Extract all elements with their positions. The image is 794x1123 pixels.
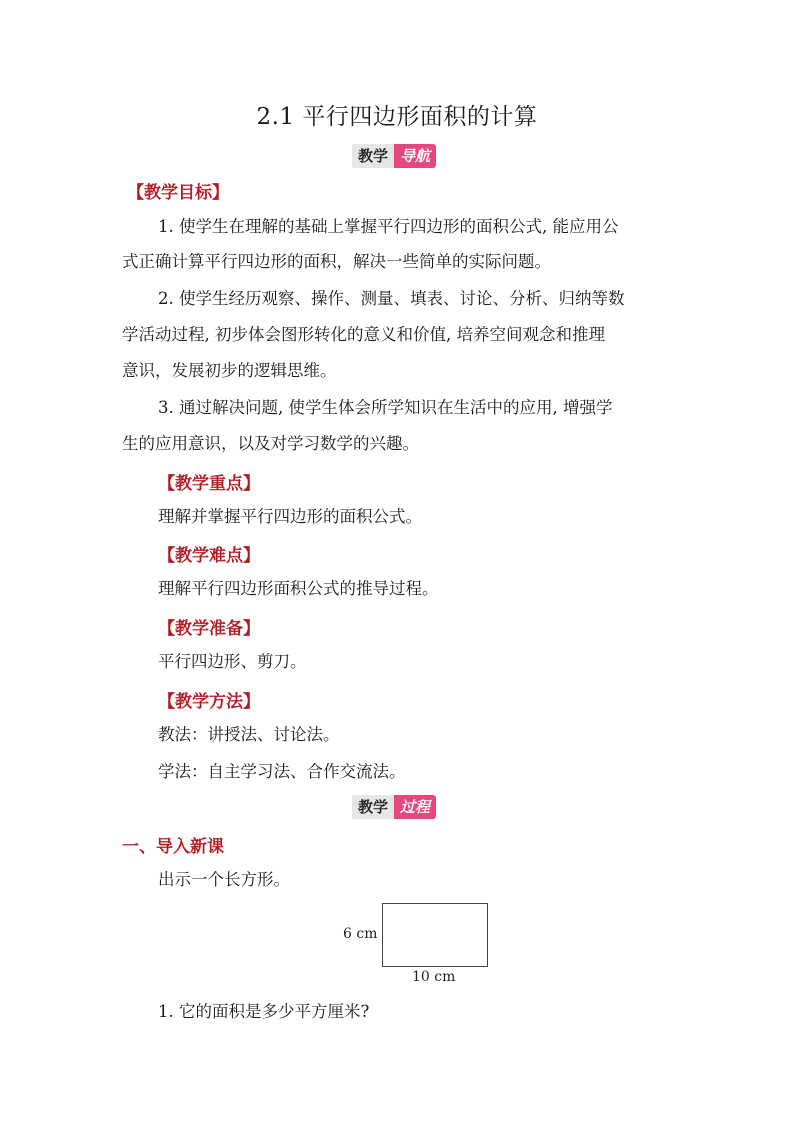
objective-3-line-1: 3. 通过解决问题, 使学生体会所学知识在生活中的应用, 增强学 — [158, 398, 613, 417]
badge-left: 教学 — [352, 144, 394, 168]
objective-1-line-2: 式正确计算平行四边形的面积，解决一些简单的实际问题。 — [122, 252, 551, 271]
question-1: 1. 它的面积是多少平方厘米? — [158, 1002, 370, 1021]
section-badge-process — [352, 795, 436, 819]
difficulties-text: 理解平行四边形面积公式的推导过程。 — [158, 579, 439, 598]
methods-learning: 学法：自主学习法、合作交流法。 — [158, 762, 406, 781]
difficulties-heading: 【教学难点】 — [158, 546, 260, 566]
section-1-intro: 出示一个长方形。 — [158, 870, 290, 889]
preparation-text: 平行四边形、剪刀。 — [158, 652, 307, 671]
methods-teaching: 教法：讲授法、讨论法。 — [158, 725, 340, 744]
objective-2-line-2: 学活动过程, 初步体会图形转化的意义和价值, 培养空间观念和推理 — [122, 325, 605, 344]
objective-3-line-2: 生的应用意识，以及对学习数学的兴趣。 — [122, 434, 419, 453]
badge-right: 导航 — [394, 144, 436, 168]
page-title: 2.1 平行四边形面积的计算 — [256, 104, 538, 130]
key-points-heading: 【教学重点】 — [158, 474, 260, 494]
objective-2-line-3: 意识，发展初步的逻辑思维。 — [122, 361, 337, 380]
section-1-heading: 一、导入新课 — [122, 837, 224, 857]
badge-right: 过程 — [394, 795, 436, 819]
rectangle-height-label: 6 cm — [343, 926, 378, 942]
methods-heading: 【教学方法】 — [158, 692, 260, 712]
rectangle-figure — [382, 903, 488, 967]
key-points-text: 理解并掌握平行四边形的面积公式。 — [158, 507, 422, 526]
objective-2-line-1: 2. 使学生经历观察、操作、测量、填表、讨论、分析、归纳等数 — [158, 289, 625, 308]
badge-left: 教学 — [352, 795, 394, 819]
preparation-heading: 【教学准备】 — [158, 619, 260, 639]
rectangle-width-label: 10 cm — [412, 969, 456, 985]
objective-1-line-1: 1. 使学生在理解的基础上掌握平行四边形的面积公式, 能应用公 — [158, 217, 619, 236]
section-badge-nav — [352, 144, 436, 168]
objectives-heading: 【教学目标】 — [127, 183, 229, 203]
